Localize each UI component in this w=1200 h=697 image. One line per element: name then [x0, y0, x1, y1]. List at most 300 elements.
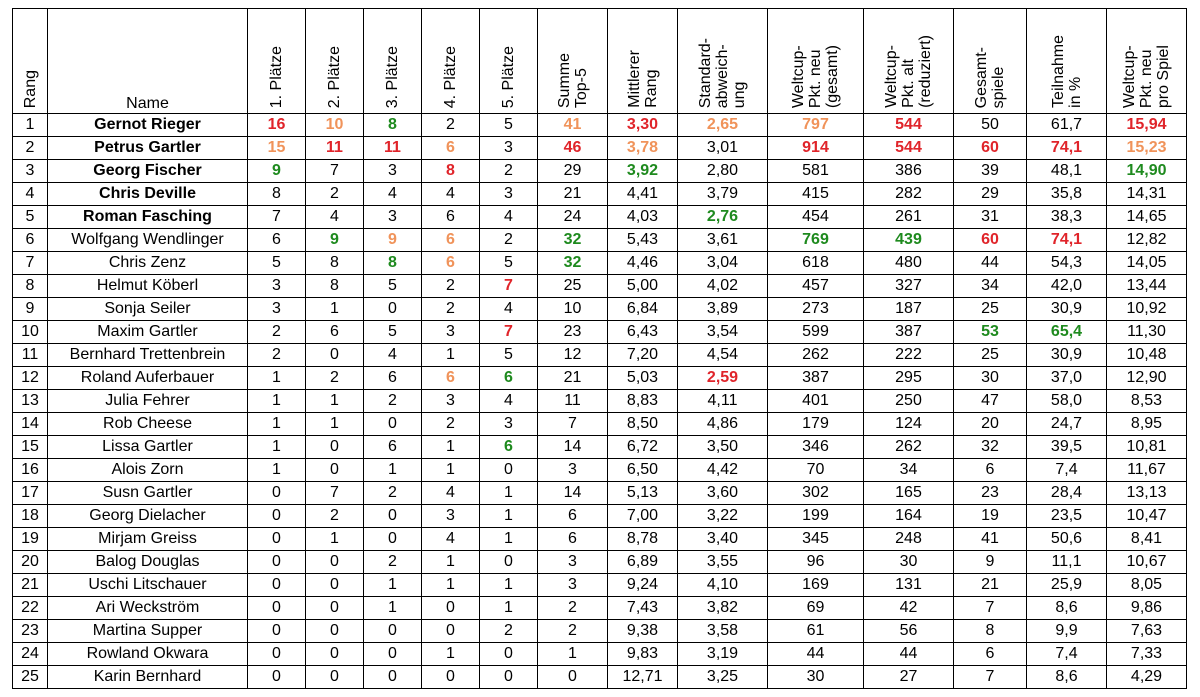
cell-total-games: 6 — [954, 643, 1027, 666]
cell-first-places: 1 — [248, 436, 306, 459]
cell-fifth-places: 6 — [480, 367, 538, 390]
cell-third-places: 0 — [364, 643, 422, 666]
cell-participation: 30,9 — [1027, 344, 1107, 367]
table-row — [13, 160, 1187, 183]
cell-fifth-places: 2 — [480, 160, 538, 183]
cell-worldcup-points-old: 261 — [864, 206, 954, 229]
cell-top5-sum: 11 — [538, 390, 608, 413]
cell-third-places: 3 — [364, 160, 422, 183]
cell-second-places: 8 — [306, 275, 364, 298]
cell-average-rank: 6,84 — [608, 298, 678, 321]
cell-name: Rowland Okwara — [48, 643, 248, 666]
cell-name: Helmut Köberl — [48, 275, 248, 298]
cell-worldcup-points-new: 96 — [768, 551, 864, 574]
cell-participation: 50,6 — [1027, 528, 1107, 551]
cell-second-places: 7 — [306, 160, 364, 183]
cell-participation: 28,4 — [1027, 482, 1107, 505]
cell-points-per-game: 14,65 — [1107, 206, 1187, 229]
cell-first-places: 3 — [248, 275, 306, 298]
cell-fourth-places: 6 — [422, 367, 480, 390]
table-row — [13, 459, 1187, 482]
cell-standard-deviation: 3,50 — [678, 436, 768, 459]
cell-worldcup-points-old: 387 — [864, 321, 954, 344]
cell-standard-deviation: 4,86 — [678, 413, 768, 436]
cell-worldcup-points-old: 480 — [864, 252, 954, 275]
cell-top5-sum: 2 — [538, 620, 608, 643]
cell-top5-sum: 6 — [538, 505, 608, 528]
table-row — [13, 597, 1187, 620]
cell-second-places: 0 — [306, 459, 364, 482]
cell-standard-deviation: 4,42 — [678, 459, 768, 482]
cell-worldcup-points-new: 61 — [768, 620, 864, 643]
cell-fifth-places: 4 — [480, 206, 538, 229]
cell-top5-sum: 3 — [538, 574, 608, 597]
cell-third-places: 1 — [364, 459, 422, 482]
cell-first-places: 0 — [248, 505, 306, 528]
cell-fifth-places: 0 — [480, 666, 538, 689]
cell-average-rank: 9,83 — [608, 643, 678, 666]
cell-participation: 74,1 — [1027, 229, 1107, 252]
cell-points-per-game: 8,95 — [1107, 413, 1187, 436]
cell-first-places: 0 — [248, 620, 306, 643]
table-row — [13, 229, 1187, 252]
cell-first-places: 0 — [248, 482, 306, 505]
cell-name: Susn Gartler — [48, 482, 248, 505]
table-row — [13, 114, 1187, 137]
table-row — [13, 482, 1187, 505]
cell-third-places: 5 — [364, 321, 422, 344]
cell-fifth-places: 2 — [480, 229, 538, 252]
cell-worldcup-points-new: 346 — [768, 436, 864, 459]
cell-worldcup-points-new: 599 — [768, 321, 864, 344]
cell-worldcup-points-old: 386 — [864, 160, 954, 183]
cell-average-rank: 6,72 — [608, 436, 678, 459]
cell-participation: 39,5 — [1027, 436, 1107, 459]
cell-second-places: 1 — [306, 528, 364, 551]
cell-second-places: 2 — [306, 367, 364, 390]
cell-rank: 13 — [13, 390, 48, 413]
cell-fourth-places: 4 — [422, 482, 480, 505]
cell-worldcup-points-new: 44 — [768, 643, 864, 666]
cell-total-games: 41 — [954, 528, 1027, 551]
cell-worldcup-points-new: 401 — [768, 390, 864, 413]
cell-fifth-places: 0 — [480, 551, 538, 574]
cell-worldcup-points-old: 124 — [864, 413, 954, 436]
cell-fourth-places: 2 — [422, 114, 480, 137]
cell-second-places: 11 — [306, 137, 364, 160]
table-row — [13, 551, 1187, 574]
cell-third-places: 2 — [364, 482, 422, 505]
cell-fourth-places: 2 — [422, 275, 480, 298]
cell-fifth-places: 3 — [480, 137, 538, 160]
cell-participation: 35,8 — [1027, 183, 1107, 206]
cell-worldcup-points-new: 457 — [768, 275, 864, 298]
cell-worldcup-points-new: 262 — [768, 344, 864, 367]
cell-name: Roland Auferbauer — [48, 367, 248, 390]
cell-fourth-places: 6 — [422, 229, 480, 252]
cell-fourth-places: 0 — [422, 620, 480, 643]
cell-second-places: 0 — [306, 344, 364, 367]
cell-participation: 42,0 — [1027, 275, 1107, 298]
cell-fifth-places: 5 — [480, 252, 538, 275]
cell-top5-sum: 32 — [538, 229, 608, 252]
cell-top5-sum: 10 — [538, 298, 608, 321]
cell-top5-sum: 23 — [538, 321, 608, 344]
cell-points-per-game: 10,48 — [1107, 344, 1187, 367]
cell-participation: 58,0 — [1027, 390, 1107, 413]
table-row — [13, 643, 1187, 666]
cell-average-rank: 8,83 — [608, 390, 678, 413]
table-row — [13, 666, 1187, 689]
cell-standard-deviation: 4,11 — [678, 390, 768, 413]
cell-fifth-places: 5 — [480, 114, 538, 137]
cell-points-per-game: 14,31 — [1107, 183, 1187, 206]
cell-total-games: 25 — [954, 298, 1027, 321]
header-average-rank: Mittlerer Rang — [608, 9, 678, 114]
cell-total-games: 20 — [954, 413, 1027, 436]
cell-worldcup-points-old: 544 — [864, 114, 954, 137]
cell-fourth-places: 0 — [422, 666, 480, 689]
cell-name: Maxim Gartler — [48, 321, 248, 344]
cell-top5-sum: 46 — [538, 137, 608, 160]
cell-top5-sum: 14 — [538, 436, 608, 459]
cell-name: Karin Bernhard — [48, 666, 248, 689]
cell-worldcup-points-new: 273 — [768, 298, 864, 321]
cell-standard-deviation: 2,59 — [678, 367, 768, 390]
header-second-places: 2. Plätze — [306, 9, 364, 114]
cell-first-places: 0 — [248, 666, 306, 689]
cell-second-places: 1 — [306, 413, 364, 436]
cell-total-games: 47 — [954, 390, 1027, 413]
cell-points-per-game: 7,33 — [1107, 643, 1187, 666]
cell-name: Ari Weckström — [48, 597, 248, 620]
cell-average-rank: 5,00 — [608, 275, 678, 298]
cell-fourth-places: 1 — [422, 436, 480, 459]
cell-total-games: 34 — [954, 275, 1027, 298]
cell-third-places: 0 — [364, 298, 422, 321]
cell-top5-sum: 2 — [538, 597, 608, 620]
cell-worldcup-points-new: 797 — [768, 114, 864, 137]
cell-worldcup-points-old: 30 — [864, 551, 954, 574]
table-row — [13, 390, 1187, 413]
cell-top5-sum: 0 — [538, 666, 608, 689]
cell-standard-deviation: 3,58 — [678, 620, 768, 643]
cell-average-rank: 3,30 — [608, 114, 678, 137]
cell-rank: 7 — [13, 252, 48, 275]
cell-second-places: 8 — [306, 252, 364, 275]
cell-fifth-places: 1 — [480, 597, 538, 620]
cell-name: Lissa Gartler — [48, 436, 248, 459]
table-row — [13, 528, 1187, 551]
cell-fourth-places: 6 — [422, 206, 480, 229]
cell-participation: 65,4 — [1027, 321, 1107, 344]
cell-fifth-places: 4 — [480, 298, 538, 321]
header-third-places: 3. Plätze — [364, 9, 422, 114]
cell-worldcup-points-new: 302 — [768, 482, 864, 505]
cell-total-games: 32 — [954, 436, 1027, 459]
cell-rank: 11 — [13, 344, 48, 367]
cell-rank: 19 — [13, 528, 48, 551]
cell-top5-sum: 21 — [538, 183, 608, 206]
cell-participation: 48,1 — [1027, 160, 1107, 183]
table-row — [13, 275, 1187, 298]
cell-fifth-places: 5 — [480, 344, 538, 367]
cell-standard-deviation: 3,82 — [678, 597, 768, 620]
cell-fifth-places: 1 — [480, 482, 538, 505]
cell-standard-deviation: 2,80 — [678, 160, 768, 183]
cell-second-places: 4 — [306, 206, 364, 229]
table-row — [13, 367, 1187, 390]
cell-points-per-game: 15,94 — [1107, 114, 1187, 137]
cell-third-places: 2 — [364, 551, 422, 574]
cell-third-places: 9 — [364, 229, 422, 252]
cell-worldcup-points-new: 199 — [768, 505, 864, 528]
cell-points-per-game: 11,67 — [1107, 459, 1187, 482]
cell-rank: 21 — [13, 574, 48, 597]
cell-name: Balog Douglas — [48, 551, 248, 574]
cell-rank: 6 — [13, 229, 48, 252]
cell-standard-deviation: 2,65 — [678, 114, 768, 137]
cell-name: Mirjam Greiss — [48, 528, 248, 551]
cell-average-rank: 5,43 — [608, 229, 678, 252]
cell-worldcup-points-old: 262 — [864, 436, 954, 459]
cell-worldcup-points-new: 914 — [768, 137, 864, 160]
cell-rank: 24 — [13, 643, 48, 666]
cell-fourth-places: 1 — [422, 551, 480, 574]
cell-second-places: 6 — [306, 321, 364, 344]
table-row — [13, 344, 1187, 367]
cell-worldcup-points-old: 42 — [864, 597, 954, 620]
cell-first-places: 1 — [248, 367, 306, 390]
cell-first-places: 0 — [248, 643, 306, 666]
cell-worldcup-points-new: 415 — [768, 183, 864, 206]
cell-total-games: 29 — [954, 183, 1027, 206]
cell-second-places: 2 — [306, 183, 364, 206]
cell-rank: 1 — [13, 114, 48, 137]
cell-fourth-places: 6 — [422, 137, 480, 160]
cell-second-places: 0 — [306, 436, 364, 459]
cell-fifth-places: 4 — [480, 390, 538, 413]
header-worldcup-points-new: Weltcup- Pkt. neu (gesamt) — [768, 9, 864, 114]
cell-name: Martina Supper — [48, 620, 248, 643]
cell-second-places: 10 — [306, 114, 364, 137]
cell-worldcup-points-new: 169 — [768, 574, 864, 597]
cell-second-places: 1 — [306, 390, 364, 413]
cell-average-rank: 8,78 — [608, 528, 678, 551]
cell-points-per-game: 8,41 — [1107, 528, 1187, 551]
cell-standard-deviation: 4,54 — [678, 344, 768, 367]
cell-points-per-game: 12,82 — [1107, 229, 1187, 252]
cell-participation: 11,1 — [1027, 551, 1107, 574]
cell-points-per-game: 7,63 — [1107, 620, 1187, 643]
cell-rank: 5 — [13, 206, 48, 229]
cell-fourth-places: 3 — [422, 505, 480, 528]
cell-points-per-game: 10,67 — [1107, 551, 1187, 574]
cell-worldcup-points-old: 282 — [864, 183, 954, 206]
cell-average-rank: 4,03 — [608, 206, 678, 229]
cell-average-rank: 3,78 — [608, 137, 678, 160]
cell-standard-deviation: 3,01 — [678, 137, 768, 160]
cell-participation: 7,4 — [1027, 643, 1107, 666]
cell-third-places: 1 — [364, 574, 422, 597]
cell-fifth-places: 0 — [480, 459, 538, 482]
cell-first-places: 6 — [248, 229, 306, 252]
cell-third-places: 0 — [364, 620, 422, 643]
cell-participation: 24,7 — [1027, 413, 1107, 436]
cell-rank: 8 — [13, 275, 48, 298]
cell-standard-deviation: 4,10 — [678, 574, 768, 597]
header-worldcup-points-old: Weltcup- Pkt. alt (reduziert) — [864, 9, 954, 114]
cell-name: Chris Zenz — [48, 252, 248, 275]
cell-top5-sum: 25 — [538, 275, 608, 298]
cell-worldcup-points-old: 439 — [864, 229, 954, 252]
cell-average-rank: 7,00 — [608, 505, 678, 528]
cell-average-rank: 8,50 — [608, 413, 678, 436]
table-row — [13, 413, 1187, 436]
cell-name: Chris Deville — [48, 183, 248, 206]
cell-total-games: 39 — [954, 160, 1027, 183]
cell-worldcup-points-new: 70 — [768, 459, 864, 482]
cell-standard-deviation: 3,40 — [678, 528, 768, 551]
cell-fifth-places: 2 — [480, 620, 538, 643]
cell-participation: 38,3 — [1027, 206, 1107, 229]
cell-top5-sum: 32 — [538, 252, 608, 275]
cell-second-places: 9 — [306, 229, 364, 252]
cell-first-places: 7 — [248, 206, 306, 229]
cell-worldcup-points-old: 222 — [864, 344, 954, 367]
cell-first-places: 0 — [248, 551, 306, 574]
cell-first-places: 2 — [248, 344, 306, 367]
cell-total-games: 60 — [954, 137, 1027, 160]
cell-worldcup-points-old: 164 — [864, 505, 954, 528]
cell-worldcup-points-new: 345 — [768, 528, 864, 551]
cell-participation: 30,9 — [1027, 298, 1107, 321]
cell-total-games: 44 — [954, 252, 1027, 275]
cell-rank: 9 — [13, 298, 48, 321]
cell-worldcup-points-new: 769 — [768, 229, 864, 252]
table-row — [13, 620, 1187, 643]
cell-worldcup-points-old: 248 — [864, 528, 954, 551]
cell-standard-deviation: 3,04 — [678, 252, 768, 275]
cell-standard-deviation: 2,76 — [678, 206, 768, 229]
cell-rank: 18 — [13, 505, 48, 528]
cell-points-per-game: 11,30 — [1107, 321, 1187, 344]
cell-name: Georg Fischer — [48, 160, 248, 183]
cell-worldcup-points-new: 581 — [768, 160, 864, 183]
cell-rank: 16 — [13, 459, 48, 482]
cell-first-places: 3 — [248, 298, 306, 321]
cell-third-places: 8 — [364, 252, 422, 275]
cell-fourth-places: 3 — [422, 321, 480, 344]
cell-third-places: 0 — [364, 505, 422, 528]
cell-standard-deviation: 3,60 — [678, 482, 768, 505]
cell-first-places: 5 — [248, 252, 306, 275]
cell-average-rank: 4,46 — [608, 252, 678, 275]
cell-points-per-game: 15,23 — [1107, 137, 1187, 160]
cell-worldcup-points-old: 295 — [864, 367, 954, 390]
header-participation: Teilnahme in % — [1027, 9, 1107, 114]
cell-total-games: 21 — [954, 574, 1027, 597]
cell-rank: 20 — [13, 551, 48, 574]
cell-worldcup-points-new: 179 — [768, 413, 864, 436]
cell-second-places: 0 — [306, 551, 364, 574]
cell-points-per-game: 10,47 — [1107, 505, 1187, 528]
cell-fourth-places: 3 — [422, 390, 480, 413]
cell-worldcup-points-new: 69 — [768, 597, 864, 620]
cell-name: Roman Fasching — [48, 206, 248, 229]
header-standard-deviation: Standard- abweich- ung — [678, 9, 768, 114]
table-row — [13, 183, 1187, 206]
cell-third-places: 0 — [364, 666, 422, 689]
cell-name: Gernot Rieger — [48, 114, 248, 137]
cell-fourth-places: 2 — [422, 413, 480, 436]
cell-second-places: 0 — [306, 666, 364, 689]
cell-fourth-places: 1 — [422, 643, 480, 666]
cell-total-games: 31 — [954, 206, 1027, 229]
cell-first-places: 15 — [248, 137, 306, 160]
cell-first-places: 16 — [248, 114, 306, 137]
cell-points-per-game: 13,13 — [1107, 482, 1187, 505]
cell-fifth-places: 7 — [480, 321, 538, 344]
cell-standard-deviation: 3,22 — [678, 505, 768, 528]
header-rank: Rang — [13, 9, 48, 114]
cell-name: Alois Zorn — [48, 459, 248, 482]
cell-fifth-places: 1 — [480, 528, 538, 551]
cell-participation: 54,3 — [1027, 252, 1107, 275]
ranking-table — [12, 8, 1187, 689]
cell-worldcup-points-old: 56 — [864, 620, 954, 643]
cell-name: Petrus Gartler — [48, 137, 248, 160]
cell-average-rank: 5,03 — [608, 367, 678, 390]
cell-top5-sum: 21 — [538, 367, 608, 390]
cell-fifth-places: 6 — [480, 436, 538, 459]
cell-top5-sum: 12 — [538, 344, 608, 367]
header-total-games: Gesamt- spiele — [954, 9, 1027, 114]
cell-standard-deviation: 3,89 — [678, 298, 768, 321]
cell-rank: 2 — [13, 137, 48, 160]
cell-fifth-places: 3 — [480, 413, 538, 436]
cell-third-places: 4 — [364, 344, 422, 367]
cell-points-per-game: 13,44 — [1107, 275, 1187, 298]
cell-fifth-places: 7 — [480, 275, 538, 298]
cell-average-rank: 3,92 — [608, 160, 678, 183]
cell-fifth-places: 1 — [480, 574, 538, 597]
cell-points-per-game: 14,05 — [1107, 252, 1187, 275]
cell-average-rank: 6,50 — [608, 459, 678, 482]
cell-worldcup-points-old: 27 — [864, 666, 954, 689]
cell-top5-sum: 41 — [538, 114, 608, 137]
cell-fourth-places: 1 — [422, 344, 480, 367]
header-points-per-game: Weltcup- Pkt. neu pro Spiel — [1107, 9, 1187, 114]
cell-third-places: 0 — [364, 528, 422, 551]
cell-rank: 23 — [13, 620, 48, 643]
cell-average-rank: 7,20 — [608, 344, 678, 367]
cell-third-places: 2 — [364, 390, 422, 413]
cell-average-rank: 7,43 — [608, 597, 678, 620]
cell-second-places: 1 — [306, 298, 364, 321]
cell-points-per-game: 8,05 — [1107, 574, 1187, 597]
cell-total-games: 7 — [954, 666, 1027, 689]
table-body — [13, 114, 1187, 689]
cell-fourth-places: 4 — [422, 183, 480, 206]
cell-total-games: 9 — [954, 551, 1027, 574]
table-header — [13, 9, 1187, 114]
cell-top5-sum: 3 — [538, 459, 608, 482]
table-row — [13, 574, 1187, 597]
header-fourth-places: 4. Plätze — [422, 9, 480, 114]
cell-first-places: 0 — [248, 528, 306, 551]
cell-fourth-places: 1 — [422, 574, 480, 597]
